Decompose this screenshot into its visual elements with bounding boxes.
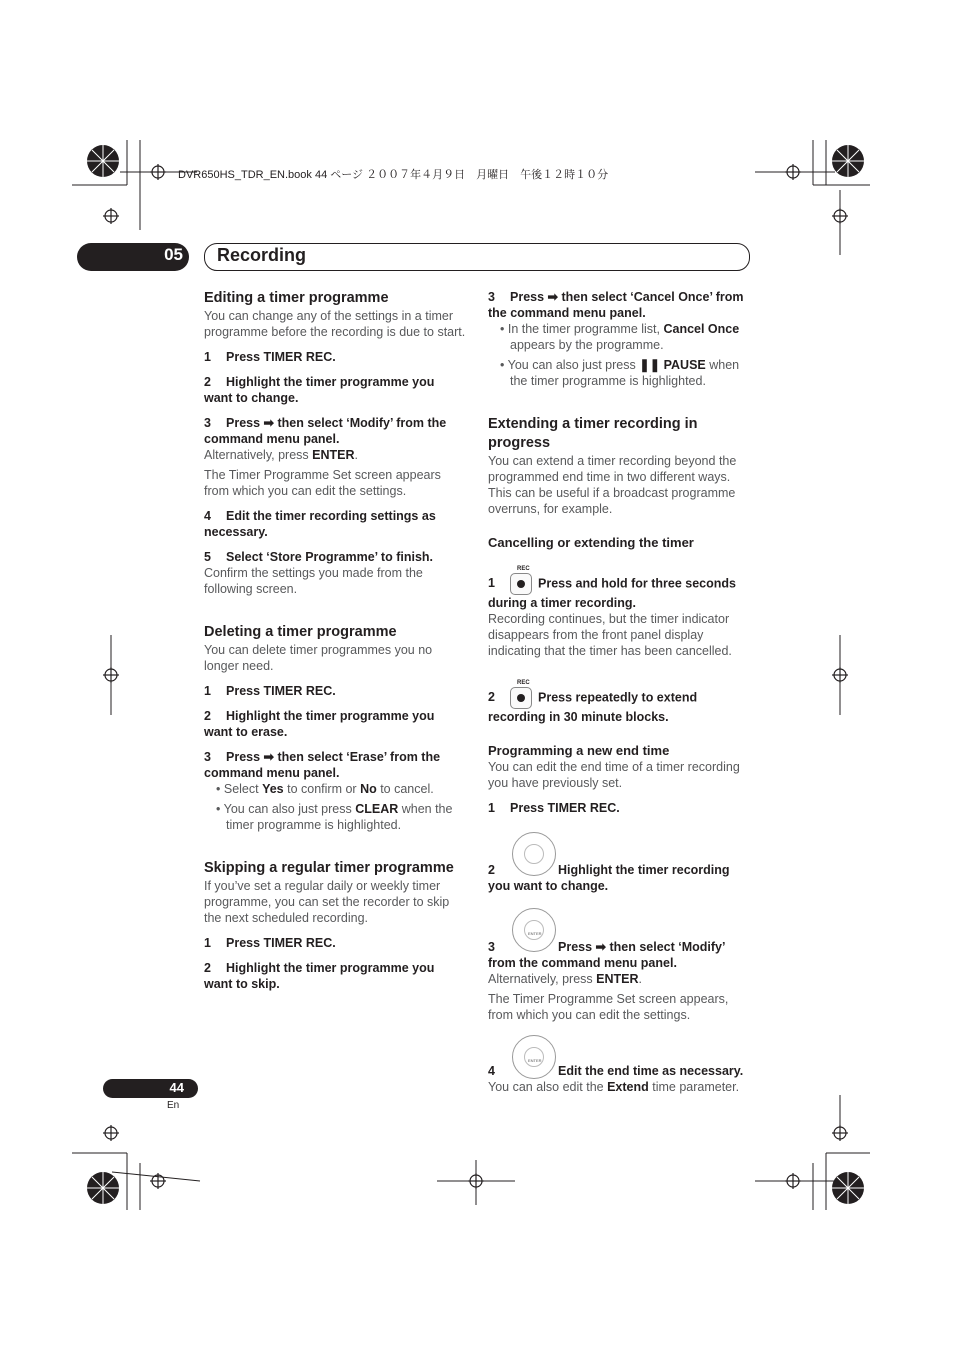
step: 1 Press TIMER REC. xyxy=(204,936,336,950)
section-heading: Deleting a timer programme xyxy=(204,624,397,640)
arrow-pad-icon xyxy=(512,832,556,876)
step: 3 Press ➡ then select ‘Cancel Once’ from the command menu panel. xyxy=(488,290,744,320)
step: 3 Press ➡ then select ‘Modify’ from the command menu panel. xyxy=(204,416,447,446)
rec-button-icon xyxy=(510,573,532,595)
step: 4 Edit the timer recording settings as necessary. xyxy=(204,509,436,539)
page-number: 44 xyxy=(169,1080,184,1095)
file-header: DVR650HS_TDR_EN.book 44 ページ ２００７年４月９日 月曜日 午後１２時１０分 xyxy=(178,169,609,181)
bullet-item: • Select Yes to confirm or No to cancel. xyxy=(216,782,434,796)
step: 5 Select ‘Store Programme’ to finish. xyxy=(204,550,434,564)
step: 2 Highlight the timer recording you want to change. xyxy=(488,863,730,893)
step: 4 Edit the end time as necessary. xyxy=(488,1064,744,1078)
step: 1 Press TIMER REC. xyxy=(488,801,620,815)
step: REC 2 Press repeatedly to extend recording in 30 minute blocks. xyxy=(488,687,750,725)
step: 1 Press TIMER REC. xyxy=(204,350,336,364)
paragraph: You can extend a timer recording beyond the programmed end time in two different ways. This can be useful if a broadcast programme overruns, for example. xyxy=(488,454,737,516)
step: 2 Highlight the timer programme you want to erase. xyxy=(204,709,435,739)
section-heading: Editing a timer programme xyxy=(204,290,389,306)
paragraph: Confirm the settings you made from the following screen. xyxy=(204,566,423,596)
paragraph: You can edit the end time of a timer recording you have previously set. xyxy=(488,760,740,790)
chapter-title-bar xyxy=(204,243,750,271)
step: REC 1 Press and hold for three seconds during a timer recording. xyxy=(488,573,750,611)
chapter-title: Recording xyxy=(217,245,307,265)
enter-pad-icon: ENTER xyxy=(512,1035,556,1079)
paragraph: Recording continues, but the timer indicator disappears from the front panel display indicating that the timer has been cancelled. xyxy=(488,612,732,658)
page-number-tab xyxy=(103,1079,198,1098)
paragraph: Alternatively, press ENTER. xyxy=(488,972,643,986)
step: 2 Highlight the timer programme you want to change. xyxy=(204,375,435,405)
paragraph: You can delete timer programmes you no longer need. xyxy=(204,643,433,673)
page-language: En xyxy=(167,1100,180,1111)
rec-label: REC xyxy=(517,566,530,572)
bullet-item: • In the timer programme list, Cancel Once appears by the programme. xyxy=(500,322,740,352)
paragraph: The Timer Programme Set screen appears from which you can edit the settings. xyxy=(204,468,441,498)
section-heading: Skipping a regular timer programme xyxy=(204,860,454,876)
paragraph: The Timer Programme Set screen appears, from which you can edit the settings. xyxy=(488,992,729,1022)
step: 3 Press ➡ then select ‘Erase’ from the command menu panel. xyxy=(204,750,441,780)
right-column xyxy=(488,289,750,1095)
section-heading: Extending a timer recording in progress xyxy=(488,416,698,451)
chapter-number: 05 xyxy=(164,245,183,264)
chapter-tab xyxy=(77,243,189,271)
step: 3 Press ➡ then select ‘Modify’ from the command menu panel. xyxy=(488,940,725,970)
bullet-item: • You can also just press ❚❚ PAUSE when the timer programme is highlighted. xyxy=(500,358,740,388)
rec-label: REC xyxy=(517,680,530,686)
paragraph: You can change any of the settings in a timer programme before the recording is due to start. xyxy=(204,309,466,339)
step: 1 Press TIMER REC. xyxy=(204,684,336,698)
paragraph: Alternatively, press ENTER. xyxy=(204,448,359,462)
paragraph: If you’ve set a regular daily or weekly timer programme, you can set the recorder to skip the next scheduled recording. xyxy=(204,879,450,925)
step: 2 Highlight the timer programme you want to skip. xyxy=(204,961,435,991)
paragraph: You can also edit the Extend time parameter. xyxy=(488,1080,740,1094)
subheading: Cancelling or extending the timer xyxy=(488,535,694,550)
rec-button-icon xyxy=(510,687,532,709)
enter-pad-icon: ENTER xyxy=(512,908,556,952)
left-column xyxy=(204,289,466,992)
bullet-item: • You can also just press CLEAR when the timer programme is highlighted. xyxy=(216,802,453,832)
subheading: Programming a new end time xyxy=(488,743,670,758)
